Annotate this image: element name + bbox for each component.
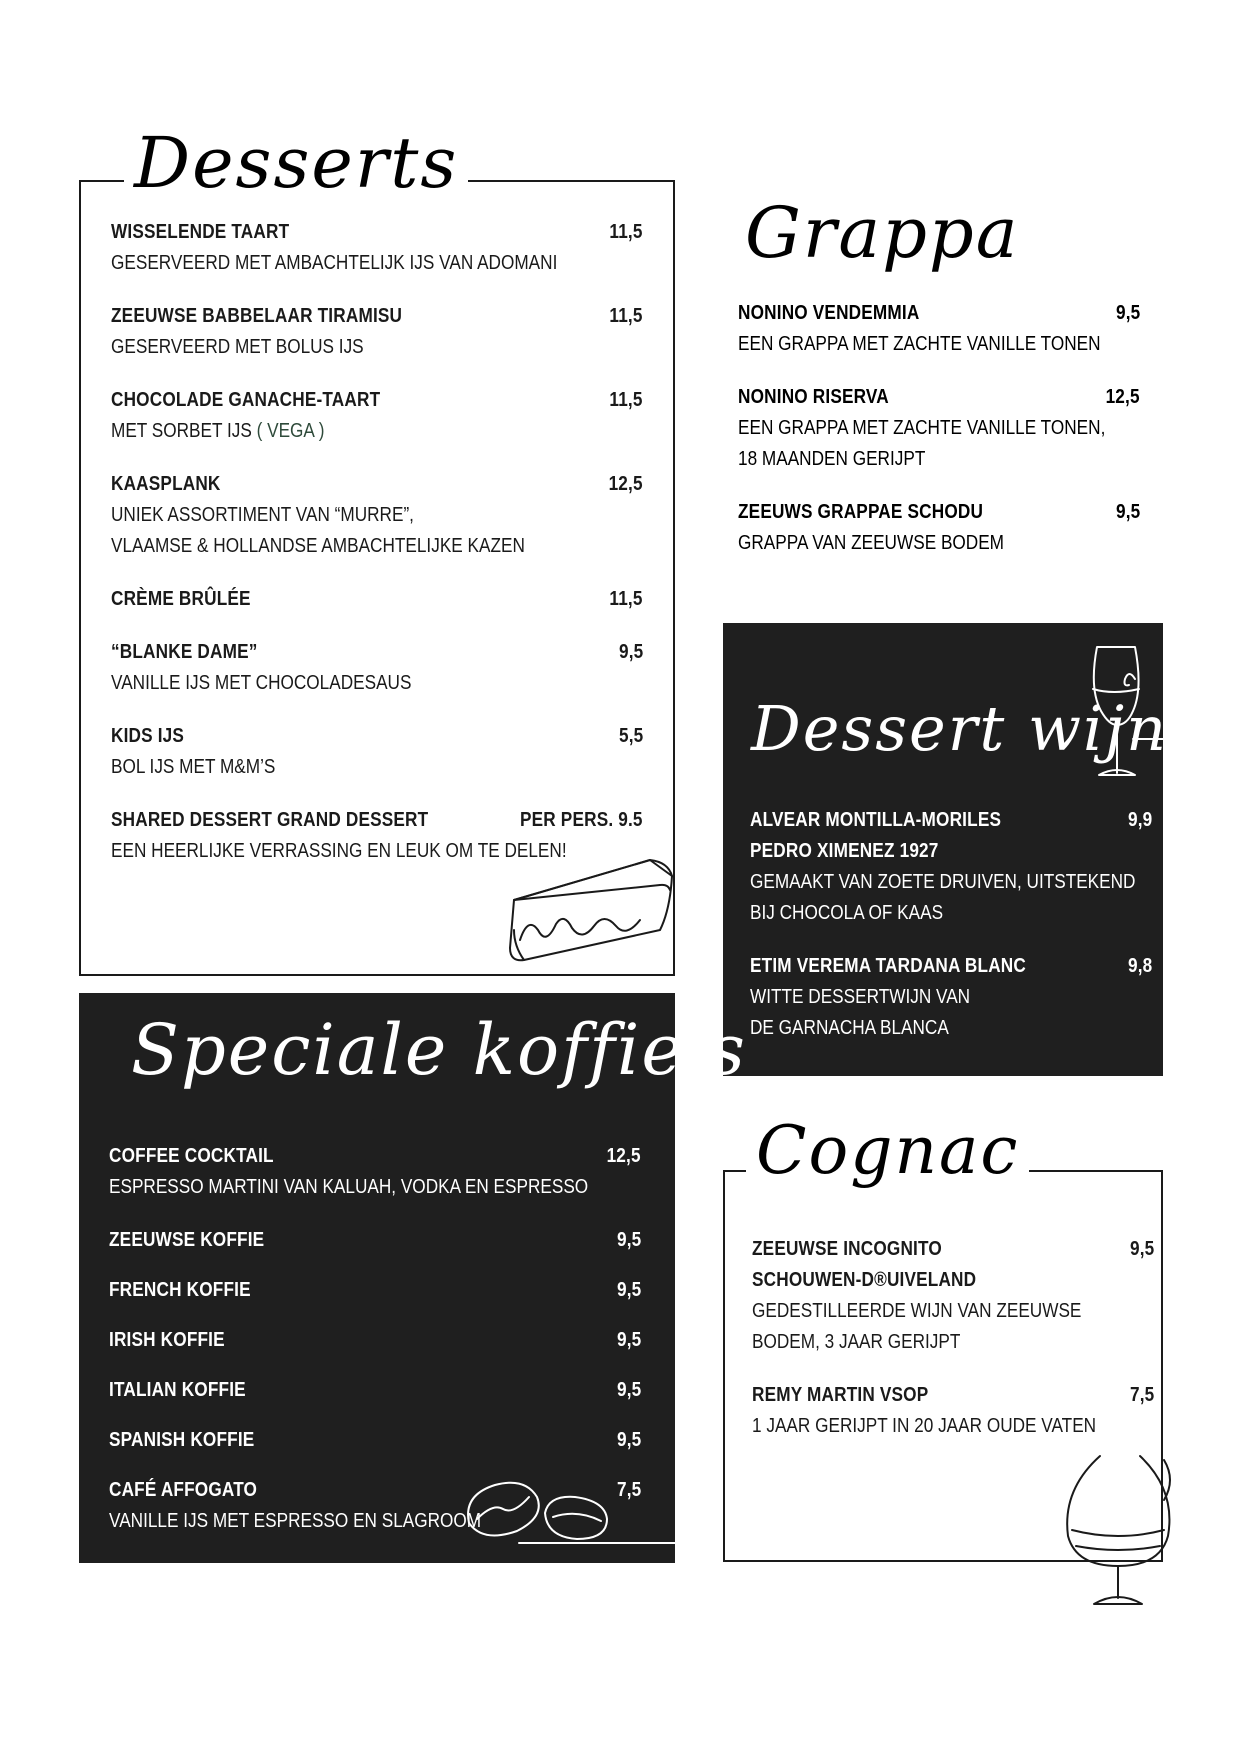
koffie-title: Speciale koffie’s: [131, 1009, 747, 1091]
item-price: 5,5: [618, 725, 643, 747]
item-price: 7,5: [1129, 1384, 1154, 1406]
item-name-line-2: PEDRO XIMENEZ 1927: [750, 840, 939, 862]
item-price: 9,5: [616, 1229, 641, 1251]
item-description: DE GARNACHA BLANCA: [750, 1017, 949, 1039]
menu-item: [752, 1380, 1154, 1442]
item-description: VANILLE IJS MET ESPRESSO EN SLAGROOM: [109, 1510, 482, 1532]
cognac-glass-icon: [1060, 1450, 1190, 1620]
item-name: COFFEE COCKTAIL: [109, 1145, 274, 1167]
item-name: ZEEUWSE BABBELAAR TIRAMISU: [111, 305, 403, 327]
dessert-wijn-section: [723, 623, 1169, 1076]
item-price: 9,5: [1129, 1238, 1154, 1260]
item-name: REMY MARTIN VSOP: [752, 1384, 929, 1406]
koffie-section: [79, 993, 747, 1563]
menu-item: [111, 584, 643, 615]
item-name: SPANISH KOFFIE: [109, 1429, 255, 1451]
item-price: 12,5: [606, 1145, 641, 1167]
item-description: EEN GRAPPA MET ZACHTE VANILLE TONEN,: [738, 417, 1106, 439]
item-name: “BLANKE DAME”: [111, 641, 258, 663]
item-name: KIDS IJS: [111, 725, 185, 747]
item-description: GEMAAKT VAN ZOETE DRUIVEN, UITSTEKEND: [750, 871, 1136, 893]
item-name: FRENCH KOFFIE: [109, 1279, 251, 1301]
menu-item: [111, 469, 643, 562]
item-description: BOL IJS MET M&M’S: [111, 756, 276, 778]
item-name: ITALIAN KOFFIE: [109, 1379, 246, 1401]
menu-item: [111, 301, 643, 363]
item-name: WISSELENDE TAART: [111, 221, 290, 243]
menu-item: [111, 637, 643, 699]
item-name: CAFÉ AFFOGATO: [109, 1479, 258, 1501]
item-name: NONINO VENDEMMIA: [738, 302, 920, 324]
item-description: VANILLE IJS MET CHOCOLADESAUS: [111, 672, 412, 694]
item-name: ZEEUWSE KOFFIE: [109, 1229, 265, 1251]
item-name: IRISH KOFFIE: [109, 1329, 225, 1351]
item-description: GRAPPA VAN ZEEUWSE BODEM: [738, 532, 1005, 554]
menu-item: [111, 721, 643, 783]
item-price: PER PERS. 9.5: [520, 809, 643, 831]
menu-item: [109, 1141, 641, 1203]
vega-tag: ( VEGA ): [256, 420, 325, 442]
item-name: ETIM VEREMA TARDANA BLANC: [750, 955, 1026, 977]
menu-item: [750, 805, 1152, 929]
item-name: CHOCOLADE GANACHE-TAART: [111, 389, 381, 411]
item-description: UNIEK ASSORTIMENT VAN “MURRE”,: [111, 504, 414, 526]
item-description: 1 JAAR GERIJPT IN 20 JAAR OUDE VATEN: [752, 1415, 1097, 1437]
item-price: 9,9: [1127, 809, 1152, 831]
item-price: 9,5: [616, 1279, 641, 1301]
item-name: ALVEAR MONTILLA-MORILES: [750, 809, 1002, 831]
item-price: 9,5: [616, 1429, 641, 1451]
item-price: 9,5: [616, 1379, 641, 1401]
item-description: GEDESTILLEERDE WIJN VAN ZEEUWSE: [752, 1300, 1082, 1322]
item-price: 12,5: [608, 473, 643, 495]
grappa-title: Grappa: [745, 192, 1020, 274]
dessert-wijn-list: [750, 805, 1152, 1066]
menu-item: [752, 1234, 1154, 1358]
menu-item: [109, 1225, 641, 1256]
menu-item: [109, 1375, 641, 1406]
cake-slice-icon: [500, 850, 690, 980]
menu-item: [109, 1275, 641, 1306]
item-price: 9,5: [618, 641, 643, 663]
item-name: ZEEUWSE INCOGNITO: [752, 1238, 942, 1260]
item-description: VLAAMSE & HOLLANDSE AMBACHTELIJKE KAZEN: [111, 535, 525, 557]
cognac-list: [752, 1234, 1154, 1464]
item-name: KAASPLANK: [111, 473, 221, 495]
menu-item: [738, 382, 1140, 475]
item-price: 7,5: [616, 1479, 641, 1501]
coffee-beans-icon: [459, 1473, 675, 1553]
menu-item: [738, 497, 1140, 559]
item-price: 9,8: [1127, 955, 1152, 977]
item-price: 9,5: [1115, 302, 1140, 324]
item-price: 11,5: [609, 389, 643, 411]
cognac-title: Cognac: [746, 1118, 1029, 1184]
desserts-list: [111, 217, 643, 889]
desserts-title: Desserts: [124, 128, 468, 198]
item-description: ESPRESSO MARTINI VAN KALUAH, VODKA EN ESPRESSO: [109, 1176, 589, 1198]
item-price: 11,5: [609, 588, 643, 610]
item-description: WITTE DESSERTWIJN VAN: [750, 986, 971, 1008]
menu-item: [109, 1325, 641, 1356]
menu-item: [750, 951, 1152, 1044]
grappa-list: [738, 298, 1140, 581]
item-price: 9,5: [616, 1329, 641, 1351]
item-description: EEN HEERLIJKE VERRASSING EN LEUK OM TE DELEN!: [111, 840, 567, 862]
item-name-line-2: SCHOUWEN-D®UIVELAND: [752, 1269, 977, 1291]
item-description: GESERVEERD MET AMBACHTELIJK IJS VAN ADOMANI: [111, 252, 558, 274]
menu-item: [111, 217, 643, 279]
item-price: 11,5: [609, 305, 643, 327]
menu-item: [109, 1425, 641, 1456]
dessert-wijn-title: Dessert wijn: [751, 692, 1169, 765]
item-price: 11,5: [609, 221, 643, 243]
item-description: [111, 416, 569, 447]
item-description: GESERVEERD MET BOLUS IJS: [111, 336, 364, 358]
item-description: BIJ CHOCOLA OF KAAS: [750, 902, 944, 924]
item-price: 9,5: [1115, 501, 1140, 523]
item-name: SHARED DESSERT GRAND DESSERT: [111, 809, 429, 831]
item-name: CRÈME BRÛLÉE: [111, 588, 251, 610]
item-name: NONINO RISERVA: [738, 386, 889, 408]
item-description: EEN GRAPPA MET ZACHTE VANILLE TONEN: [738, 333, 1101, 355]
menu-item: [111, 385, 643, 447]
item-description-text: MET SORBET IJS: [111, 420, 257, 442]
item-description: BODEM, 3 JAAR GERIJPT: [752, 1331, 961, 1353]
wine-glass-icon: [1083, 639, 1163, 799]
item-description: 18 MAANDEN GERIJPT: [738, 448, 926, 470]
item-name: ZEEUWS GRAPPAE SCHODU: [738, 501, 984, 523]
item-price: 12,5: [1105, 386, 1140, 408]
menu-item: [738, 298, 1140, 360]
